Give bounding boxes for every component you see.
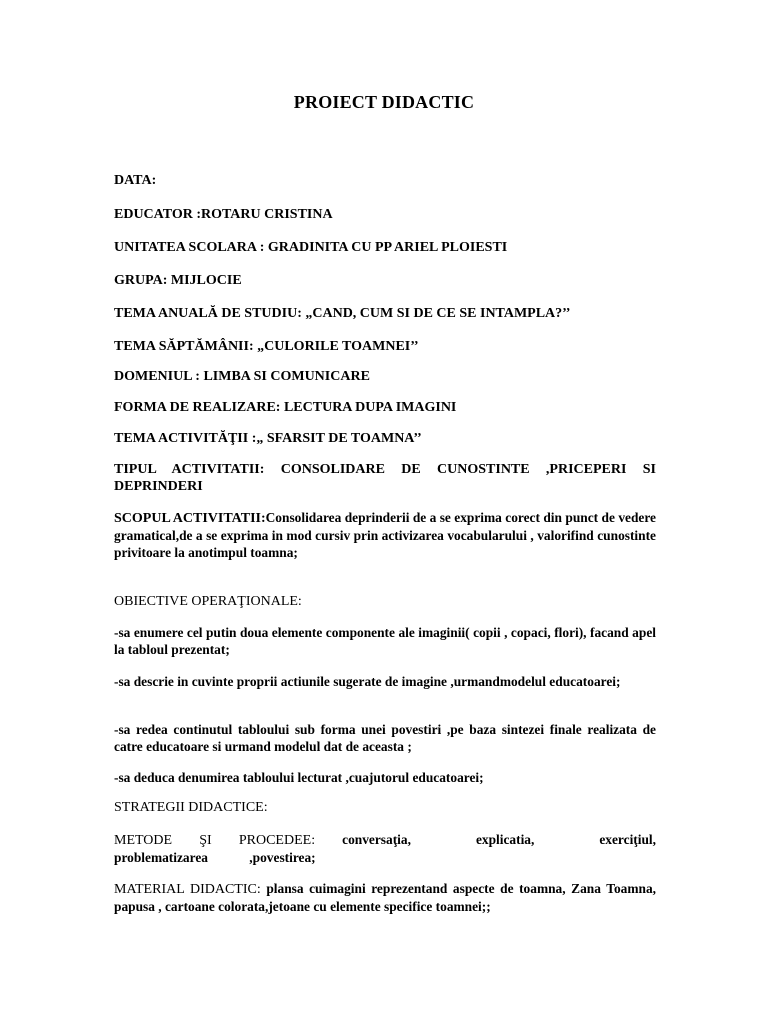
field-forma: FORMA DE REALIZARE: LECTURA DUPA IMAGINI <box>114 400 457 415</box>
field-unitatea: UNITATEA SCOLARA : GRADINITA CU PP ARIEL PLOIESTI <box>114 240 508 255</box>
scopul-text: Consolidarea deprinderii de a se exprima corect din punct de vedere gramatical,de a se exprima in mod cursiv prin activizarea vocabularului , valorifind cunostinte privitoare la anotimpul toamna; <box>114 510 657 560</box>
obiectiv-item: -sa descrie in cuvinte proprii actiunile sugerate de imagine ,urmandmodelul educatoarei; <box>114 674 621 689</box>
obiectiv-item: -sa deduca denumirea tabloului lecturat ,cuajutorul educatoarei; <box>114 770 484 785</box>
field-tema-saptamanii: TEMA SĂPTĂMÂNII: „CULORILE TOAMNEI’’ <box>114 339 419 354</box>
material-label: MATERIAL DIDACTIC: <box>114 882 261 897</box>
obiective-heading: OBIECTIVE OPERAŢIONALE: <box>114 594 302 609</box>
field-educator: EDUCATOR :ROTARU CRISTINA <box>114 207 333 222</box>
material-paragraph <box>114 880 656 915</box>
field-tipul: TIPUL ACTIVITATII: CONSOLIDARE DE CUNOSTINTE ,PRICEPERI SI DEPRINDERI <box>114 462 656 494</box>
field-grupa: GRUPA: MIJLOCIE <box>114 273 242 288</box>
obiectiv-item: -sa enumere cel putin doua elemente componente ale imaginii( copii , copaci, flori), facand apel la tabloul prezentat; <box>114 625 656 657</box>
strategii-heading: STRATEGII DIDACTICE: <box>114 800 268 815</box>
scopul-label: SCOPUL ACTIVITATII: <box>114 511 266 526</box>
field-data: DATA: <box>114 173 157 188</box>
obiectiv-item: -sa redea continutul tabloului sub forma unei povestiri ,pe baza sintezei finale realizata de catre educatoare si urmand modelul dat de aceasta ; <box>114 722 656 754</box>
metode-label: METODE ŞI PROCEDEE: <box>114 833 316 848</box>
field-tema-anuala: TEMA ANUALĂ DE STUDIU: „CAND, CUM SI DE CE SE INTAMPLA?’’ <box>114 306 571 321</box>
page-title: PROIECT DIDACTIC <box>293 92 475 112</box>
metode-paragraph <box>114 831 656 866</box>
material-text: plansa cuimagini reprezentand aspecte de toamna, Zana Toamna, papusa , cartoane colorata,jetoane cu elemente specifice toamnei;; <box>114 881 656 914</box>
field-domeniul: DOMENIUL : LIMBA SI COMUNICARE <box>114 369 370 384</box>
field-tema-activitatii: TEMA ACTIVITĂŢII :„ SFARSIT DE TOAMNA’’ <box>114 431 422 446</box>
metode-text: conversaţia, explicatia, exerciţiul, problematizarea ,povestirea; <box>114 832 656 865</box>
scopul-paragraph <box>114 509 656 561</box>
